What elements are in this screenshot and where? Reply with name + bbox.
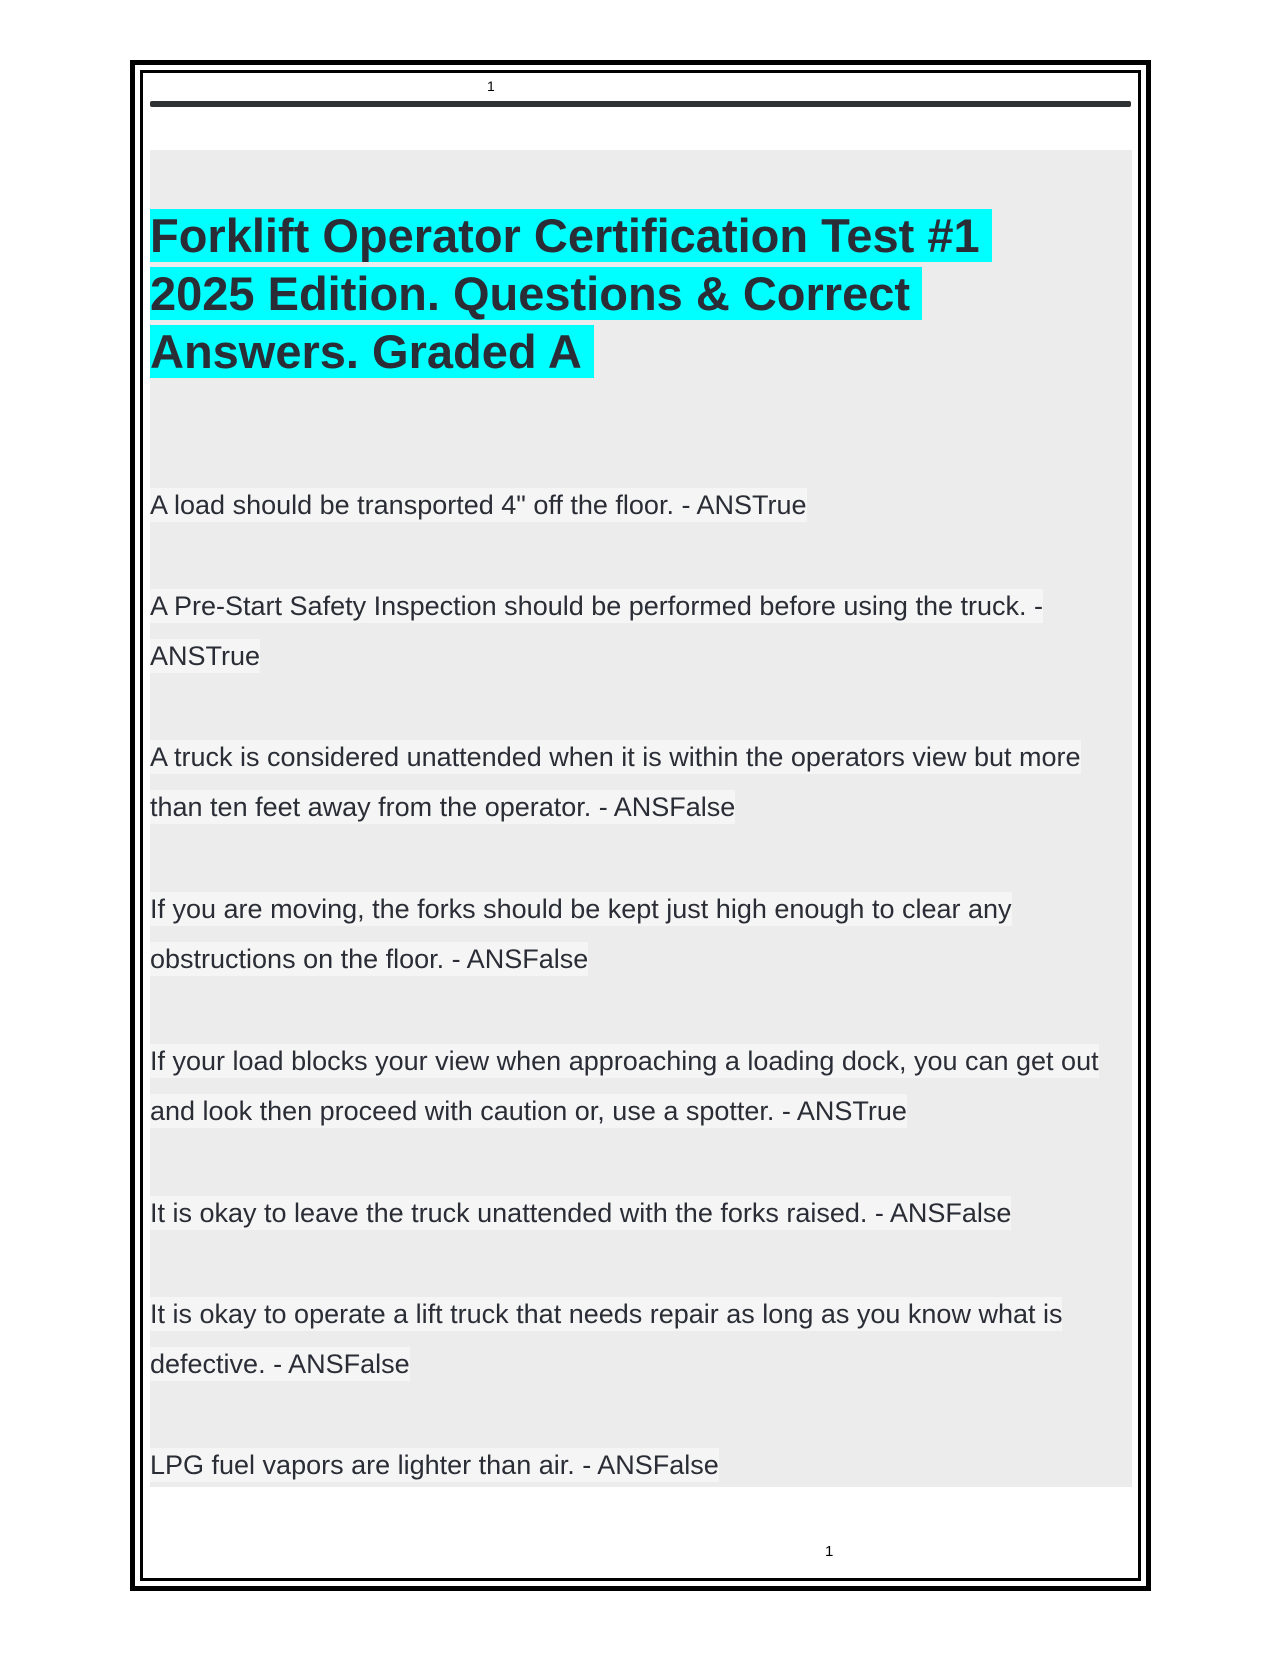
- qa-item: [150, 1440, 1130, 1490]
- qa-item: [150, 1036, 1130, 1136]
- qa-item-text: It is okay to operate a lift truck that needs repair as long as you know what is defective. - ANSFalse: [150, 1299, 1063, 1379]
- qa-item-text: If your load blocks your view when approaching a loading dock, you can get out and look then proceed with caution or, use a spotter. - ANSTrue: [150, 1046, 1099, 1126]
- qa-item: [150, 581, 1130, 681]
- document-title-text: Forklift Operator Certification Test #1 2025 Edition. Questions & Correct Answers. Graded A: [150, 209, 992, 378]
- header-rule: [150, 101, 1131, 107]
- qa-item: [150, 480, 1130, 530]
- qa-item: [150, 884, 1130, 984]
- qa-item: [150, 1289, 1130, 1389]
- qa-item-text: A Pre-Start Safety Inspection should be performed before using the truck. - ANSTrue: [150, 591, 1043, 671]
- qa-item-text: A truck is considered unattended when it is within the operators view but more than ten feet away from the operator. - ANSFalse: [150, 742, 1081, 822]
- qa-item-text: LPG fuel vapors are lighter than air. - ANSFalse: [150, 1450, 719, 1480]
- qa-item-text: A load should be transported 4" off the floor. - ANSTrue: [150, 490, 807, 520]
- footer-page-number: 1: [825, 1543, 834, 1560]
- qa-item: [150, 732, 1130, 832]
- qa-item: [150, 1188, 1130, 1238]
- qa-item-text: If you are moving, the forks should be kept just high enough to clear any obstructions on the floor. - ANSFalse: [150, 894, 1012, 974]
- document-title: [150, 207, 1050, 381]
- qa-item-text: It is okay to leave the truck unattended with the forks raised. - ANSFalse: [150, 1198, 1012, 1228]
- header-page-number: 1: [487, 78, 495, 94]
